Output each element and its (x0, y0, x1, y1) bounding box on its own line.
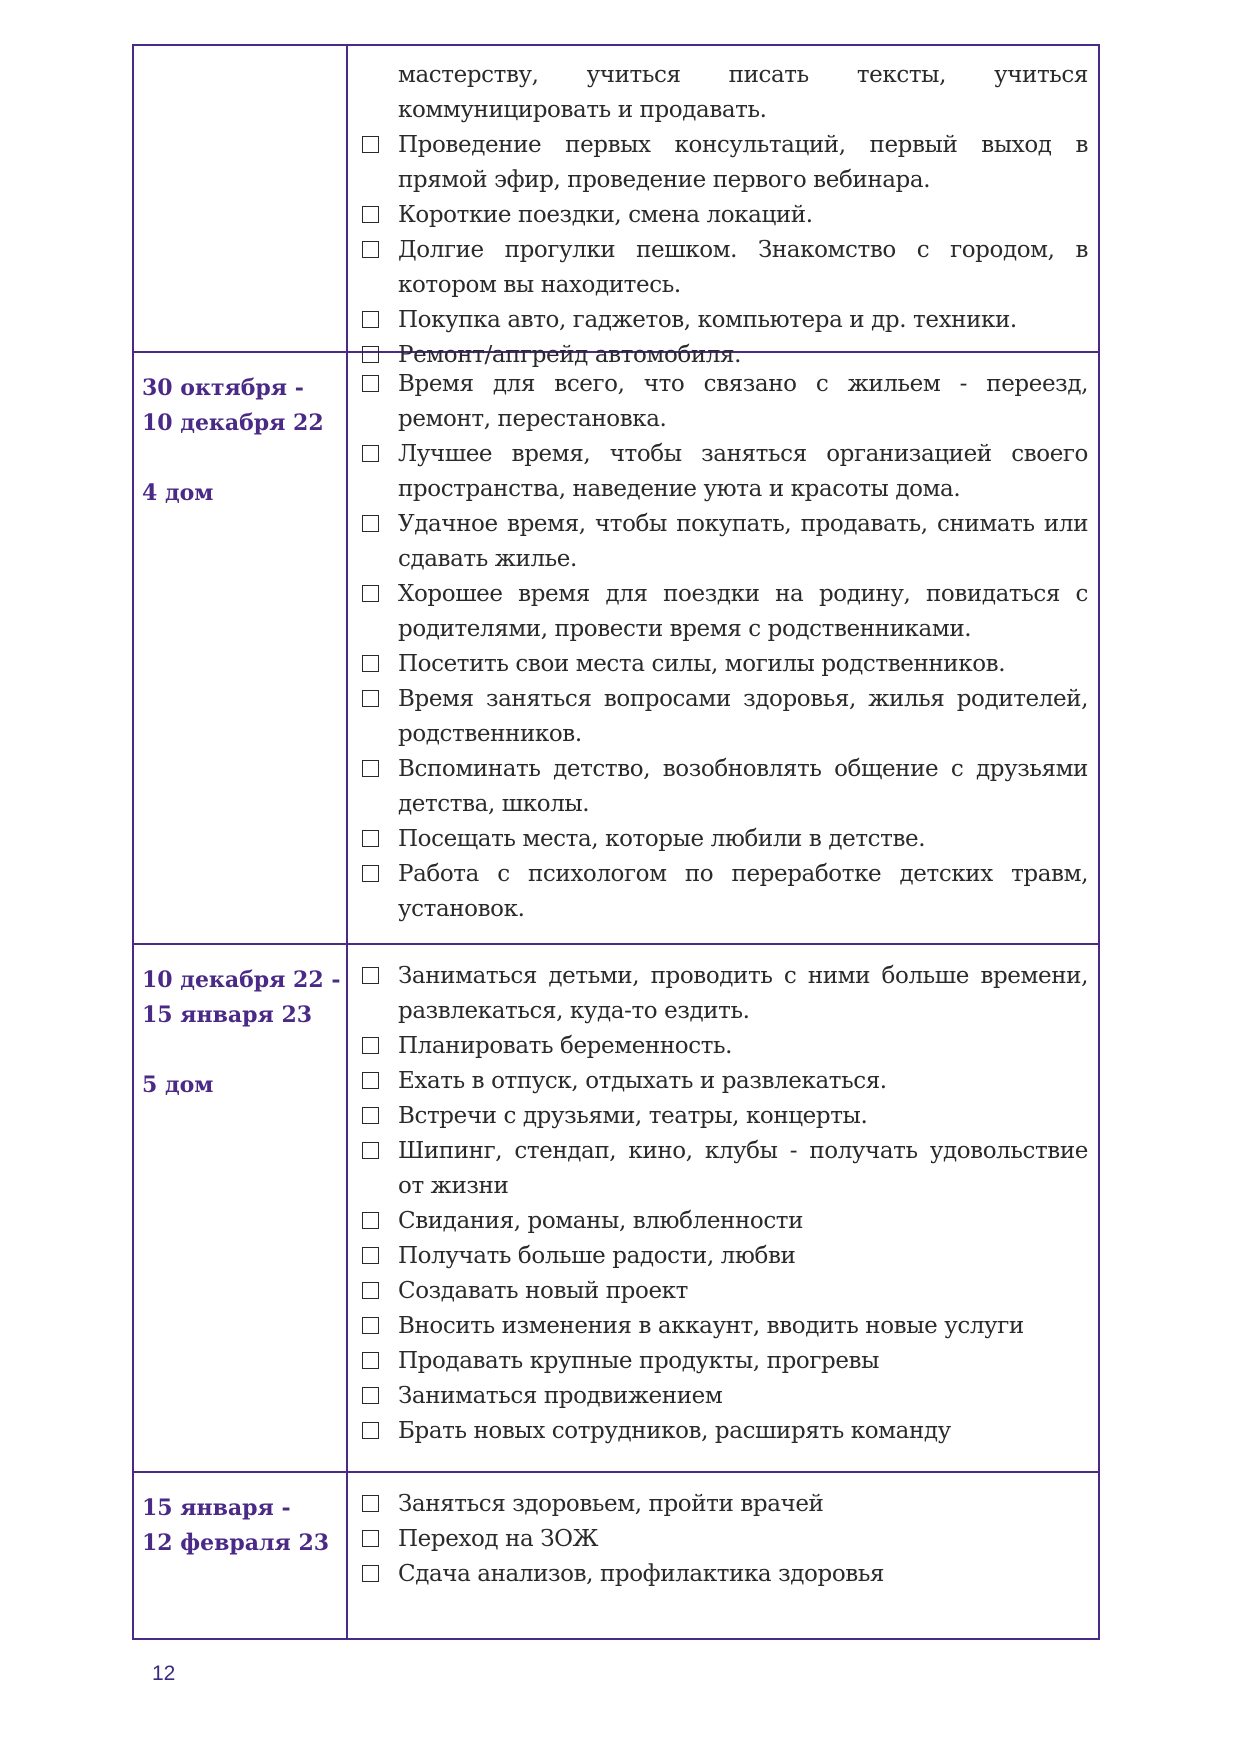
checklist-item-text: Время для всего, что связано с жильем - переезд, ремонт, перестановка. (398, 371, 1088, 432)
checklist-item-text: Заняться здоровьем, пройти врачей (398, 1491, 824, 1517)
list-item (398, 1379, 1088, 1414)
checklist-item-text: Короткие поездки, смена локаций. (398, 202, 813, 228)
checklist-item-text: Работа с психологом по переработке детских травм, установок. (398, 861, 1088, 922)
checklist (398, 959, 1088, 1449)
list-item (398, 577, 1088, 647)
list-item (398, 1522, 1088, 1557)
checkbox-icon[interactable] (362, 1422, 379, 1439)
period-end: 10 декабря 22 (142, 410, 324, 436)
checklist (398, 1487, 1088, 1592)
table-row (134, 945, 1098, 1473)
house-label: 4 дом (142, 480, 214, 506)
checklist (398, 367, 1088, 927)
checkbox-icon[interactable] (362, 1072, 379, 1089)
checklist-item-text: Планировать беременность. (398, 1033, 733, 1059)
checklist-item-text: Сдача анализов, профилактика здоровья (398, 1561, 885, 1587)
checklist-item-text: Встречи с друзьями, театры, концерты. (398, 1103, 868, 1129)
period-label (142, 371, 324, 511)
period-cell (134, 353, 348, 943)
list-item (398, 198, 1088, 233)
checkbox-icon[interactable] (362, 655, 379, 672)
checklist-item-text: Покупка авто, гаджетов, компьютера и др. техники. (398, 307, 1017, 333)
list-item (398, 647, 1088, 682)
list-item (398, 437, 1088, 507)
checkbox-icon[interactable] (362, 1352, 379, 1369)
checkbox-icon[interactable] (362, 1107, 379, 1124)
list-item (398, 1239, 1088, 1274)
checklist-item-text: Долгие прогулки пешком. Знакомство с городом, в котором вы находитесь. (398, 237, 1088, 298)
checkbox-icon[interactable] (362, 375, 379, 392)
checkbox-icon[interactable] (362, 515, 379, 532)
checkbox-icon[interactable] (362, 1387, 379, 1404)
list-item (398, 1557, 1088, 1592)
checkbox-icon[interactable] (362, 830, 379, 847)
checklist-item-text: Заниматься продвижением (398, 1383, 723, 1409)
list-item (398, 303, 1088, 338)
checklist-item-text: Заниматься детьми, проводить с ними больше времени, развлекаться, куда-то ездить. (398, 963, 1088, 1024)
period-label (142, 1491, 329, 1561)
list-item (398, 959, 1088, 1029)
checklist-item-text: Свидания, романы, влюбленности (398, 1208, 804, 1234)
checklist-item-text: Лучшее время, чтобы заняться организацией своего пространства, наведение уюта и красоты дома. (398, 441, 1088, 502)
checkbox-icon[interactable] (362, 136, 379, 153)
checkbox-icon[interactable] (362, 1212, 379, 1229)
list-item (398, 682, 1088, 752)
checklist-item-text: Проведение первых консультаций, первый выход в прямой эфир, проведение первого вебинара. (398, 132, 1088, 193)
period-start: 30 октября - (142, 375, 304, 401)
checklist-item-text: Переход на ЗОЖ (398, 1526, 599, 1552)
checklist-item-text: Получать больше радости, любви (398, 1243, 796, 1269)
checkbox-icon[interactable] (362, 1247, 379, 1264)
checklist-item-text: Ремонт/апгрейд автомобиля. (398, 342, 742, 368)
list-item (398, 1029, 1088, 1064)
list-item (398, 857, 1088, 927)
checklist (398, 58, 1088, 373)
checkbox-icon[interactable] (362, 241, 379, 258)
checklist-item-text: Время заняться вопросами здоровья, жилья родителей, родственников. (398, 686, 1088, 747)
list-item (398, 1344, 1088, 1379)
list-item (398, 1064, 1088, 1099)
checklist-item-text: Посетить свои места силы, могилы родственников. (398, 651, 1006, 677)
list-item (398, 233, 1088, 303)
checkbox-icon[interactable] (362, 445, 379, 462)
checklist-item-text: Ехать в отпуск, отдыхать и развлекаться. (398, 1068, 887, 1094)
checklist-item-text: Вносить изменения в аккаунт, вводить новые услуги (398, 1313, 1024, 1339)
checkbox-icon[interactable] (362, 1037, 379, 1054)
period-start: 15 января - (142, 1495, 291, 1521)
list-item (398, 1414, 1088, 1449)
table-row (134, 353, 1098, 945)
checkbox-icon[interactable] (362, 690, 379, 707)
period-cell (134, 1473, 348, 1638)
checkbox-icon[interactable] (362, 1530, 379, 1547)
period-cell (134, 46, 348, 351)
checkbox-icon[interactable] (362, 1317, 379, 1334)
period-label (142, 963, 340, 1103)
checkbox-icon[interactable] (362, 1282, 379, 1299)
checkbox-icon[interactable] (362, 865, 379, 882)
checklist-item-text: Посещать места, которые любили в детстве. (398, 826, 926, 852)
checkbox-icon[interactable] (362, 206, 379, 223)
checklist-item-text: Брать новых сотрудников, расширять команду (398, 1418, 951, 1444)
checkbox-icon[interactable] (362, 760, 379, 777)
table-row (134, 46, 1098, 368)
checkbox-icon[interactable] (362, 311, 379, 328)
list-item (398, 1274, 1088, 1309)
list-item (398, 507, 1088, 577)
list-item (398, 1309, 1088, 1344)
house-label: 5 дом (142, 1072, 214, 1098)
table-row (134, 1473, 1098, 1638)
checklist-item-text: Создавать новый проект (398, 1278, 688, 1304)
checkbox-icon[interactable] (362, 585, 379, 602)
list-item (398, 1134, 1088, 1204)
list-item (398, 822, 1088, 857)
list-item (398, 58, 1088, 128)
checkbox-icon[interactable] (362, 1495, 379, 1512)
list-item (398, 752, 1088, 822)
page-number: 12 (152, 1662, 176, 1685)
checkbox-icon[interactable] (362, 1142, 379, 1159)
checklist-item-text: Удачное время, чтобы покупать, продавать, снимать или сдавать жилье. (398, 511, 1088, 572)
checklist-item-text: Шипинг, стендап, кино, клубы - получать удовольствие от жизни (398, 1138, 1088, 1199)
checklist-item-text: Продавать крупные продукты, прогревы (398, 1348, 879, 1374)
checklist-item-text: Хорошее время для поездки на родину, повидаться с родителями, провести время с родственниками. (398, 581, 1088, 642)
checklist-item-text: Вспоминать детство, возобновлять общение с друзьями детства, школы. (398, 756, 1088, 817)
list-item (398, 1204, 1088, 1239)
list-item (398, 128, 1088, 198)
schedule-table (132, 44, 1100, 1640)
list-item (398, 1487, 1088, 1522)
period-end: 12 февраля 23 (142, 1530, 330, 1556)
checkbox-icon[interactable] (362, 967, 379, 984)
checklist-item-text: мастерству, учиться писать тексты, учиться коммуницировать и продавать. (398, 62, 1088, 123)
period-end: 15 января 23 (142, 1002, 313, 1028)
period-start: 10 декабря 22 - (142, 967, 341, 993)
checkbox-icon[interactable] (362, 1565, 379, 1582)
list-item (398, 1099, 1088, 1134)
list-item (398, 367, 1088, 437)
period-cell (134, 945, 348, 1471)
